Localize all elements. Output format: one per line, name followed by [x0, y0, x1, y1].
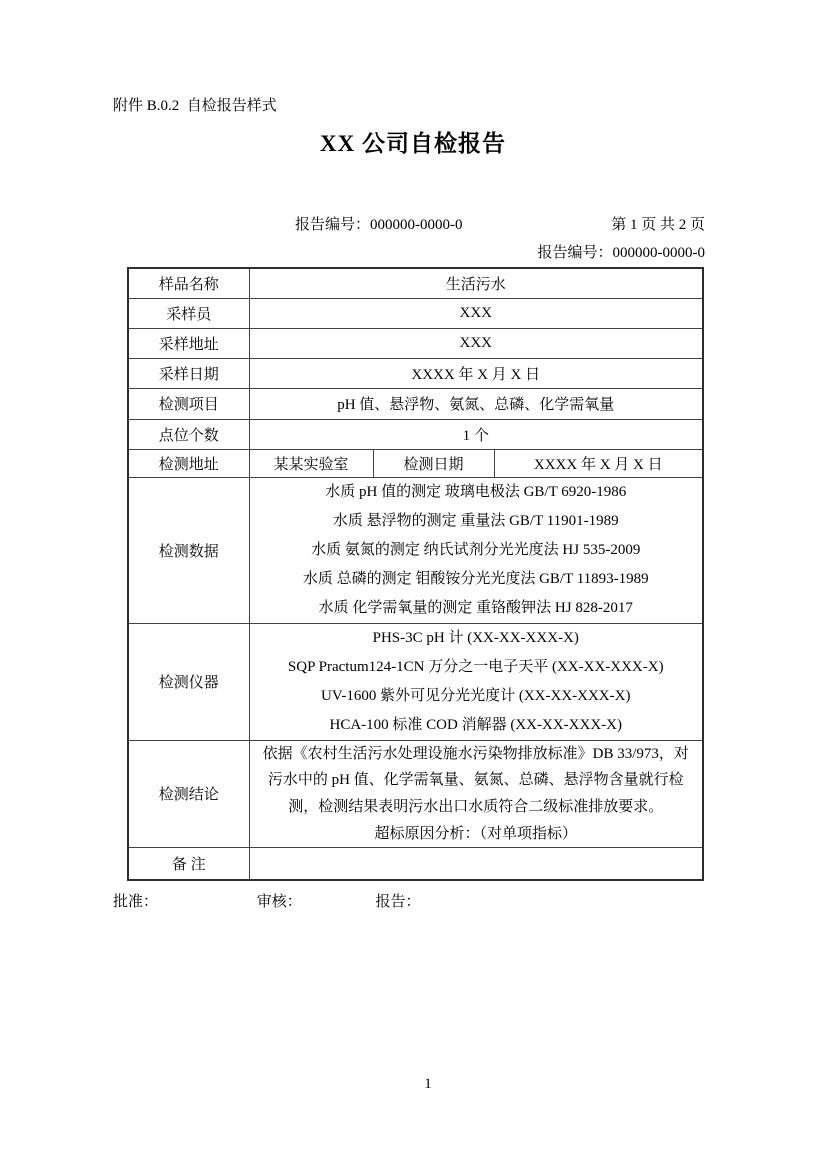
sampling-date-value: XXXX 年 X 月 X 日	[249, 358, 703, 388]
test-instrument-line: PHS-3C pH 计 (XX-XX-XXX-X)	[372, 629, 579, 646]
test-data-line: 水质 悬浮物的测定 重量法 GB/T 11901-1989	[332, 512, 619, 529]
test-conclusion-value	[249, 740, 703, 848]
test-conclusion-line: 测，检测结果表明污水出口水质符合二级标准排放要求。	[288, 798, 664, 815]
test-data-line: 水质 pH 值的测定 玻璃电极法 GB/T 6920-1986	[325, 483, 627, 500]
remarks-value	[249, 848, 703, 880]
report-meta-line1	[113, 213, 705, 234]
test-conclusion-label: 检测结论	[128, 740, 249, 848]
sample-name-label: 样品名称	[128, 268, 249, 298]
table-row-test-address	[128, 449, 703, 477]
table-row-test-instruments	[128, 623, 703, 740]
remarks-label: 备 注	[128, 848, 249, 880]
report-label: 报告：	[375, 894, 421, 910]
test-data-line: 水质 氨氮的测定 纳氏试剂分光光度法 HJ 535-2009	[311, 541, 641, 558]
test-items-label: 检测项目	[128, 388, 249, 419]
test-conclusion-line: 依据《农村生活污水处理设施水污染物排放标准》DB 33/973，对	[262, 745, 689, 762]
table-row-test-items	[128, 388, 703, 419]
approve-label: 批准：	[113, 894, 159, 910]
test-instruments-value	[249, 623, 703, 740]
page-number: 1	[424, 1076, 432, 1092]
sampling-date-label: 采样日期	[128, 358, 249, 388]
page-count-info: 第 1 页 共 2 页	[611, 217, 705, 233]
test-data-value	[249, 477, 703, 623]
sampler-label: 采样员	[128, 298, 249, 328]
report-number: 报告编号：000000-0000-0	[295, 217, 463, 233]
test-items-value: pH 值、悬浮物、氨氮、总磷、化学需氧量	[249, 388, 703, 419]
test-instrument-line: UV-1600 紫外可见分光光度计 (XX-XX-XXX-X)	[321, 687, 631, 704]
test-data-line: 水质 化学需氧量的测定 重铬酸钾法 HJ 828-2017	[318, 599, 633, 616]
test-instrument-line: HCA-100 标准 COD 消解器 (XX-XX-XXX-X)	[329, 716, 622, 733]
table-row-sampling-date	[128, 358, 703, 388]
sampling-address-label: 采样地址	[128, 328, 249, 358]
point-count-label: 点位个数	[128, 419, 249, 449]
test-data-label: 检测数据	[128, 477, 249, 623]
table-row-remarks	[128, 848, 703, 880]
sampling-address-value: XXX	[249, 328, 703, 358]
report-meta	[113, 213, 705, 262]
table-row-test-conclusion	[128, 740, 703, 848]
page-title: XX 公司自检报告	[320, 131, 506, 156]
signature-line	[113, 890, 421, 911]
sampler-value: XXX	[249, 298, 703, 328]
point-count-value: 1 个	[249, 419, 703, 449]
test-instruments-label: 检测仪器	[128, 623, 249, 740]
table-row-point-count	[128, 419, 703, 449]
test-date-label: 检测日期	[373, 449, 494, 477]
test-address-value: 某某实验室	[249, 449, 373, 477]
test-conclusion-line: 污水中的 pH 值、化学需氧量、氨氮、总磷、悬浮物含量就行检	[267, 772, 684, 789]
test-date-value: XXXX 年 X 月 X 日	[494, 449, 703, 477]
table-row-sampling-address	[128, 328, 703, 358]
table-row-sample-name	[128, 268, 703, 298]
test-instrument-line: SQP Practum124-1CN 万分之一电子天平 (XX-XX-XXX-X)	[287, 658, 664, 675]
test-address-label: 检测地址	[128, 449, 249, 477]
test-data-line: 水质 总磷的测定 钼酸铵分光光度法 GB/T 11893-1989	[302, 570, 649, 587]
table-row-sampler	[128, 298, 703, 328]
report-table	[127, 267, 704, 881]
attachment-label: 附件 B.0.2 自检报告样式	[113, 98, 277, 114]
table-row-test-data	[128, 477, 703, 623]
report-number-secondary: 报告编号：000000-0000-0	[537, 245, 705, 261]
review-label: 审核：	[256, 894, 302, 910]
sample-name-value: 生活污水	[249, 268, 703, 298]
test-conclusion-line: 超标原因分析：（对单项指标）	[374, 825, 578, 842]
